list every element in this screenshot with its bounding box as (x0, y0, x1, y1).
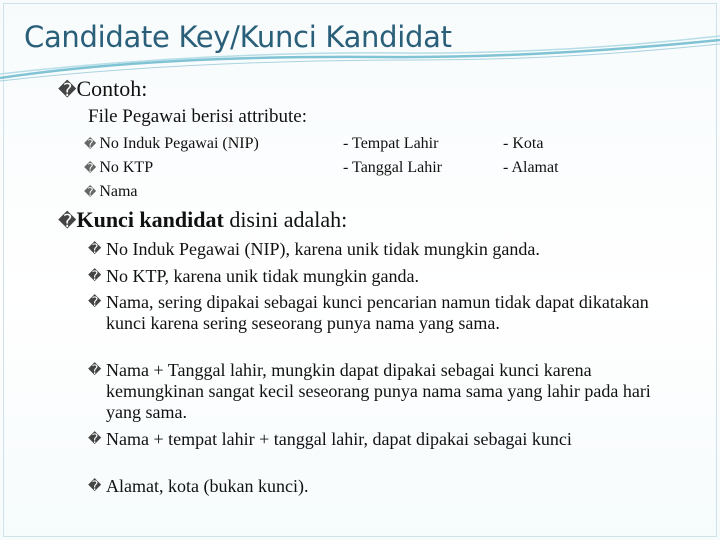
bullet-icon: � (88, 479, 102, 494)
list-item-text: Nama, sering dipakai sebagai kunci pencarian namun tidak dapat dikatakan kunci karena sering seseorang punya nama yang sama. (106, 292, 649, 333)
list-item (88, 264, 698, 287)
kunci-bold-text: Kunci kandidat (76, 207, 224, 232)
attribute-label: - Tanggal Lahir (343, 159, 442, 176)
attribute-item (84, 135, 259, 153)
bullet-icon: � (88, 363, 102, 378)
list-item-text: Nama + Tanggal lahir, mungkin dapat dipakai sebagai kunci karena kemungkinan sangat kecil seseorang punya nama sama yang lahir pada hari yang sama. (106, 360, 651, 422)
list-item (88, 474, 698, 497)
attribute-label: - Alamat (503, 159, 559, 176)
list-item-text: Nama + tempat lahir + tanggal lahir, dapat dipakai sebagai kunci (106, 429, 572, 449)
contoh-label: Contoh: (76, 76, 148, 101)
list-item (88, 290, 678, 334)
intro-text: File Pegawai berisi attribute: (88, 106, 307, 127)
attribute-label: - Tempat Lahir (343, 135, 439, 152)
list-item-text: No Induk Pegawai (NIP), karena unik tidak mungkin ganda. (106, 239, 540, 259)
attribute-label: No Induk Pegawai (NIP) (99, 135, 259, 152)
attribute-label: No KTP (99, 159, 154, 176)
contoh-heading (58, 76, 147, 102)
list-item-text: No KTP, karena unik tidak mungkin ganda. (106, 266, 419, 286)
bullet-icon: � (88, 269, 102, 284)
bullet-icon: � (88, 432, 102, 447)
kunci-heading (58, 207, 347, 233)
bullet-icon: � (58, 211, 77, 232)
attribute-item (84, 183, 138, 201)
bullet-icon: � (58, 80, 77, 101)
list-item (88, 427, 698, 450)
kunci-rest-text: disini adalah: (223, 207, 348, 232)
slide-title: Candidate Key/Kunci Kandidat (24, 20, 452, 54)
bullet-icon: � (84, 185, 97, 199)
attribute-item (84, 159, 153, 177)
list-item-text: Alamat, kota (bukan kunci). (106, 476, 309, 496)
attribute-label: Nama (99, 183, 138, 200)
list-item (88, 358, 688, 423)
bullet-icon: � (88, 295, 102, 310)
bullet-icon: � (84, 137, 97, 151)
attribute-label: - Kota (503, 135, 544, 152)
bullet-icon: � (88, 242, 102, 257)
list-item (88, 237, 698, 260)
bullet-icon: � (84, 161, 97, 175)
